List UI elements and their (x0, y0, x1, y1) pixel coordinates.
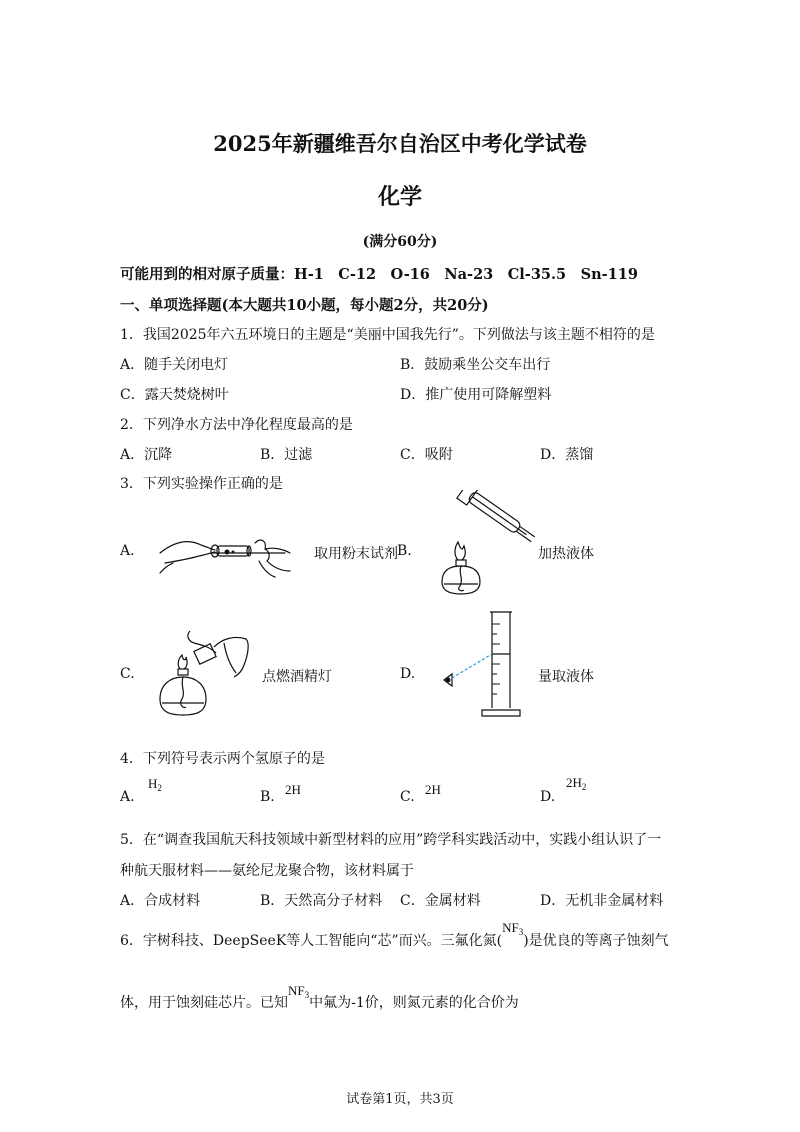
question-5-option-b: B．天然高分子材料 (260, 893, 383, 909)
question-3-option-c-label: 点燃酒精灯 (262, 669, 332, 685)
heating-liquid-illustration (428, 490, 538, 602)
atomic-mass-line: 可能用到的相对原子质量：H-1 C-12 O-16 Na-23 Cl-35.5 Sn-119 (120, 266, 638, 283)
question-3-option-c-letter: C. (120, 666, 135, 682)
section-heading: 一、单项选择题(本大题共10小题，每小题2分，共20分) (120, 297, 489, 314)
question-4-stem: 4．下列符号表示两个氢原子的是 (120, 751, 325, 767)
question-1-option-d: D．推广使用可降解塑料 (400, 387, 552, 403)
question-2-stem: 2．下列净水方法中净化程度最高的是 (120, 417, 353, 433)
question-3-option-d-label: 量取液体 (538, 669, 594, 685)
measuring-cylinder-illustration (430, 608, 530, 722)
question-5-option-d: D．无机非金属材料 (540, 893, 664, 909)
question-1-option-a: A．随手关闭电灯 (120, 357, 229, 373)
lighting-alcohol-lamp-illustration (150, 625, 260, 725)
question-5-option-a: A．合成材料 (120, 893, 201, 909)
page-title: 2025年新疆维吾尔自治区中考化学试卷 (213, 131, 587, 156)
full-score: (满分60分) (362, 234, 438, 250)
question-6-stem-line1: 6．宇树科技、DeepSeeK等人工智能向“芯”而兴。三氟化氮$(NF_3)$是优良的等离子蚀刻气 (120, 920, 669, 949)
question-4-option-d-letter: D. (540, 789, 556, 805)
question-3-option-b-label: 加热液体 (538, 546, 594, 562)
question-4-option-a-letter: A. (120, 789, 135, 805)
powder-reagent-illustration (155, 523, 295, 593)
question-2-option-c: C．吸附 (400, 447, 453, 463)
question-1-option-c: C．露天焚烧树叶 (120, 387, 229, 403)
question-4-option-c-letter: C. (400, 789, 415, 805)
question-6-stem-line2: 体，用于蚀刻硅芯片。已知$NF_3$中氟为-1价，则氮元素的化合价为 (120, 983, 519, 1011)
question-5-option-c: C．金属材料 (400, 893, 481, 909)
question-3-option-d-letter: D. (400, 666, 416, 682)
question-4-option-d-formula: $2H_2$ (566, 775, 587, 792)
nf3-formula: $NF_3$ (502, 920, 524, 937)
question-3-option-a-letter: A. (120, 543, 135, 559)
question-3-option-a-label: 取用粉末试剂 (314, 546, 398, 562)
question-3-stem: 3．下列实验操作正确的是 (120, 476, 283, 492)
question-4-option-c-formula: 2H (425, 782, 441, 797)
question-3-option-b-letter: B. (397, 543, 412, 559)
question-2-option-b: B．过滤 (260, 447, 313, 463)
question-2-option-d: D．蒸馏 (540, 447, 594, 463)
question-1-option-b: B．鼓励乘坐公交车出行 (400, 357, 551, 373)
question-4-option-a-formula: $H_2$ (148, 776, 162, 793)
question-4-option-b-formula: 2H (285, 782, 301, 797)
question-1-stem: 1．我国2025年六五环境日的主题是“美丽中国我先行”。下列做法与该主题不相符的是 (120, 327, 655, 343)
question-5-stem-line1: 5．在“调查我国航天科技领域中新型材料的应用”跨学科实践活动中，实践小组认识了一 (120, 832, 662, 848)
nf3-formula-inline: $NF_3$ (288, 983, 310, 1000)
subject-title: 化学 (377, 184, 422, 210)
question-2-option-a: A．沉降 (120, 447, 173, 463)
question-5-stem-line2: 种航天服材料——氨纶尼龙聚合物，该材料属于 (120, 863, 414, 879)
page-footer: 试卷第1页，共3页 (346, 1092, 454, 1107)
question-4-option-b-letter: B. (260, 789, 275, 805)
